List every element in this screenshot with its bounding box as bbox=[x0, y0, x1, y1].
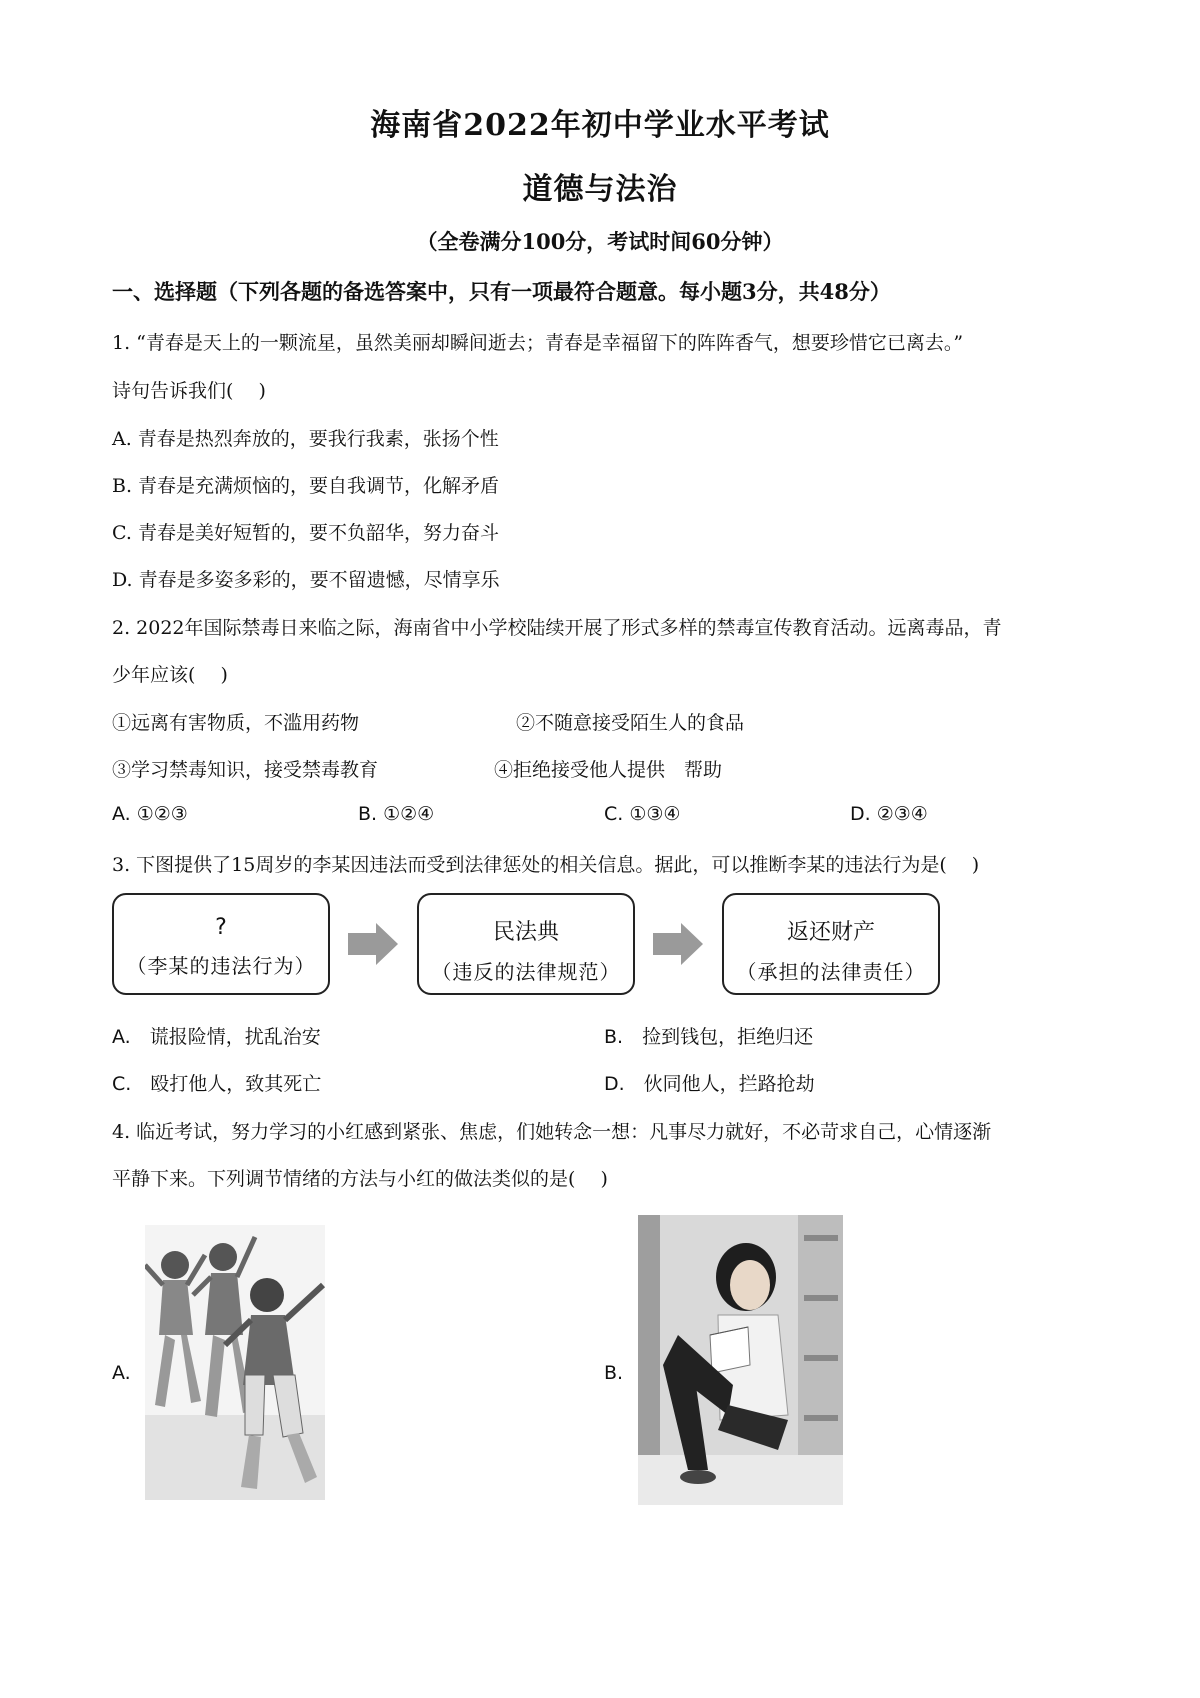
exam-subject: 道德与法治 bbox=[522, 172, 678, 207]
flow-box-law-top: 民法典 bbox=[492, 920, 559, 945]
arrow-right-icon bbox=[653, 923, 703, 965]
q2-option-d: D. ②③④ bbox=[850, 803, 928, 825]
q2-option-b: B. ①②④ bbox=[358, 803, 435, 825]
flow-box-violation-bottom: （李某的违法行为） bbox=[126, 954, 316, 978]
q1-stem-line1: 1. “青春是天上的一颗流星，虽然美丽却瞬间逝去；青春是幸福留下的阵阵香气，想要珍惜它已离去。” bbox=[112, 332, 964, 354]
q2-item-2: ②不随意接受陌生人的食品 bbox=[516, 712, 745, 734]
q2-stem-line2: 少年应该( ) bbox=[112, 664, 228, 686]
arrow-right-icon bbox=[348, 923, 398, 965]
flow-box-violation bbox=[112, 893, 330, 995]
q3-flow-diagram bbox=[112, 893, 942, 1001]
q2-stem-line1: 2. 2022年国际禁毒日来临之际，海南省中小学校陆续开展了形式多样的禁毒宣传教育活动。远离毒品，青 bbox=[112, 617, 1002, 639]
q3-option-b: B. 捡到钱包，拒绝归还 bbox=[604, 1026, 814, 1048]
dancing-girls-illustration bbox=[145, 1225, 325, 1500]
flow-box-liability bbox=[722, 893, 940, 995]
exam-title: 海南省2022年初中学业水平考试 bbox=[370, 108, 830, 143]
q2-option-c: C. ①③④ bbox=[604, 803, 681, 825]
flow-box-violation-top: ? bbox=[215, 915, 227, 940]
q4-stem-line2: 平静下来。下列调节情绪的方法与小红的做法类似的是( ) bbox=[112, 1168, 608, 1190]
q1-stem-line2: 诗句告诉我们( ) bbox=[112, 380, 266, 402]
q4-option-a-label: A. bbox=[112, 1362, 131, 1384]
flow-box-liability-top: 返还财产 bbox=[786, 920, 875, 945]
q3-option-d: D. 伙同他人，拦路抢劫 bbox=[604, 1073, 815, 1095]
q1-option-c: C. 青春是美好短暂的，要不负韶华，努力奋斗 bbox=[112, 522, 499, 544]
girl-reading-photo bbox=[638, 1215, 843, 1505]
q1-option-a: A. 青春是热烈奔放的，要我行我素，张扬个性 bbox=[112, 428, 499, 450]
section-heading: 一、选择题（下列各题的备选答案中，只有一项最符合题意。每小题3分，共48分） bbox=[112, 279, 891, 304]
q3-stem: 3. 下图提供了15周岁的李某因违法而受到法律惩处的相关信息。据此，可以推断李某的违法行为是( ) bbox=[112, 854, 980, 876]
flow-box-liability-bottom: （承担的法律责任） bbox=[736, 960, 926, 984]
q3-option-a: A. 谎报险情，扰乱治安 bbox=[112, 1026, 321, 1048]
q2-item-1: ①远离有害物质，不滥用药物 bbox=[112, 712, 360, 734]
q4-option-b-label: B. bbox=[604, 1362, 624, 1384]
q2-item-3: ③学习禁毒知识，接受禁毒教育 bbox=[112, 759, 379, 781]
q4-stem-line1: 4. 临近考试，努力学习的小红感到紧张、焦虑，们她转念一想：凡事尽力就好，不必苛求自己，心情逐渐 bbox=[112, 1121, 992, 1143]
flow-box-law bbox=[417, 893, 635, 995]
flow-box-law-bottom: （违反的法律规范） bbox=[431, 960, 621, 984]
q1-option-b: B. 青春是充满烦恼的，要自我调节，化解矛盾 bbox=[112, 475, 500, 497]
q2-item-4: ④拒绝接受他人提供 帮助 bbox=[494, 759, 723, 781]
q2-option-a: A. ①②③ bbox=[112, 803, 188, 825]
q1-option-d: D. 青春是多姿多彩的，要不留遗憾，尽情享乐 bbox=[112, 569, 500, 591]
exam-note: （全卷满分100分，考试时间60分钟） bbox=[416, 229, 784, 254]
q3-option-c: C. 殴打他人，致其死亡 bbox=[112, 1073, 322, 1095]
